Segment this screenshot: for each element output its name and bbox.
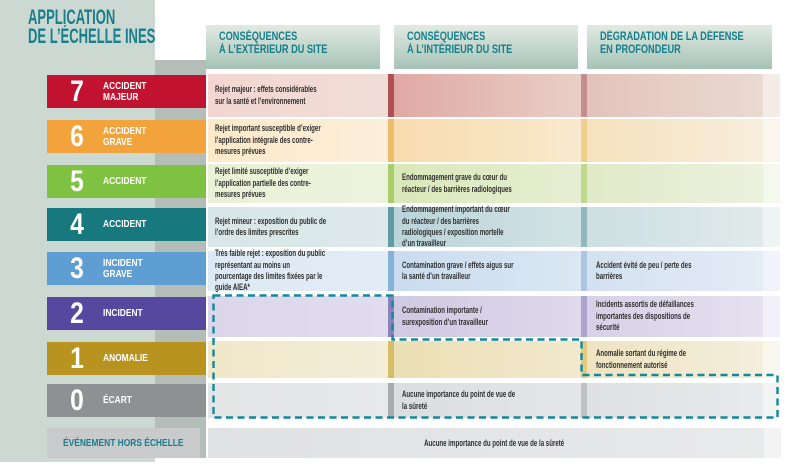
cell-4-exterior: Rejet mineur : exposition du public de l’ordre des limites prescrites [208,207,388,247]
column-header-exterior-line2: À L’EXTÉRIEUR DU SITE [219,44,328,56]
column-header-interior-line1: CONSÉQUENCES [407,31,486,43]
level-row-6 [47,119,780,162]
cell-1-defense: Anomalie sortant du régime de fonctionnement autorisé [581,341,780,378]
level-row-3 [47,248,780,293]
page-title-line2: DE L’ÉCHELLE INES [28,25,156,48]
cell-4-defense [581,207,780,247]
off-scale-bar: Aucune importance du point de vue de la sûreté [208,428,781,458]
level-row-0 [47,383,780,418]
column-header-interior [394,25,578,69]
column-header-defense [587,25,772,69]
cell-2-interior: Contamination importante / surexposition d’un travailleur [388,296,581,337]
level-row-1 [47,341,780,378]
level-number: 6 [70,119,84,153]
level-row-7 [47,74,780,117]
level-name: ANOMALIE [103,352,148,365]
cell-6-exterior: Rejet important susceptible d’exiger l’application intégrale des contre-mesures prévues [208,119,388,162]
cell-0-exterior [208,383,388,418]
page-title-line1: APPLICATION [28,6,116,29]
cell-3-interior: Contamination grave / effets aigus sur la santé d’un travailleur [388,251,581,291]
level-number: 3 [70,251,84,285]
column-header-interior-line2: À L’INTÉRIEUR DU SITE [407,44,513,56]
cell-1-interior [388,341,581,378]
level-name: ACCIDENT GRAVE [103,125,147,148]
cell-2-defense: Incidents assortis de défaillances importantes des dispositions de sécurité [581,296,780,337]
level-row-2 [47,296,780,337]
cell-0-defense [581,383,780,418]
level-number: 0 [70,383,84,417]
column-header-defense-line1: DÉGRADATION DE LA DÉFENSE [600,31,744,43]
level-number: 5 [70,164,84,198]
cell-0-interior: Aucune importance du point de vue de la sûreté [388,383,581,418]
level-number: 1 [70,341,84,375]
page-title [28,8,233,46]
level-badge-3 [47,252,206,285]
cell-3-exterior: Très faible rejet : exposition du public représentant au moins un pourcentage des limites fixées par le guide AIEA* [208,251,388,291]
cell-7-defense [581,74,780,117]
column-header-exterior [206,25,380,69]
level-number: 2 [70,296,84,330]
level-badge-4 [47,208,206,241]
level-name: ACCIDENT [103,175,147,188]
cell-2-exterior [208,296,388,337]
level-badge-6 [47,120,206,153]
level-badge-0 [47,384,206,417]
column-header-defense-line2: EN PROFONDEUR [600,44,681,56]
off-scale-row [47,428,781,458]
cell-6-interior [388,119,581,162]
cell-5-exterior: Rejet limité susceptible d’exiger l’application partielle des contre-mesures prévues [208,164,388,203]
level-name: ÉCART [103,394,132,407]
level-name: ACCIDENT MAJEUR [103,80,147,103]
level-number: 7 [70,74,84,108]
level-name: INCIDENT GRAVE [103,257,143,280]
level-badge-7 [47,75,206,108]
level-number: 4 [70,207,84,241]
level-row-5 [47,164,780,203]
cell-5-interior: Endommagement grave du cœur du réacteur / des barrières radiologiques [388,164,581,203]
cell-4-interior: Endommagement important du cœur du réacteur / des barrières radiologiques / exposition mortelle d’un travailleur [388,207,581,247]
level-name: INCIDENT [103,307,143,320]
level-badge-1 [47,342,206,375]
cell-7-interior [388,74,581,117]
level-badge-2 [47,297,206,330]
off-scale-label: ÉVÉNEMENT HORS ÉCHELLE [47,428,200,458]
level-row-4 [47,204,780,249]
cell-1-exterior [208,341,388,378]
cell-3-defense: Accident évité de peu / perte des barrières [581,251,780,291]
level-badge-5 [47,165,206,198]
cell-5-defense [581,164,780,203]
cell-7-exterior: Rejet majeur : effets considérables sur la santé et l’environnement [208,74,388,117]
column-header-exterior-line1: CONSÉQUENCES [219,31,298,43]
cell-6-defense [581,119,780,162]
level-name: ACCIDENT [103,218,147,231]
